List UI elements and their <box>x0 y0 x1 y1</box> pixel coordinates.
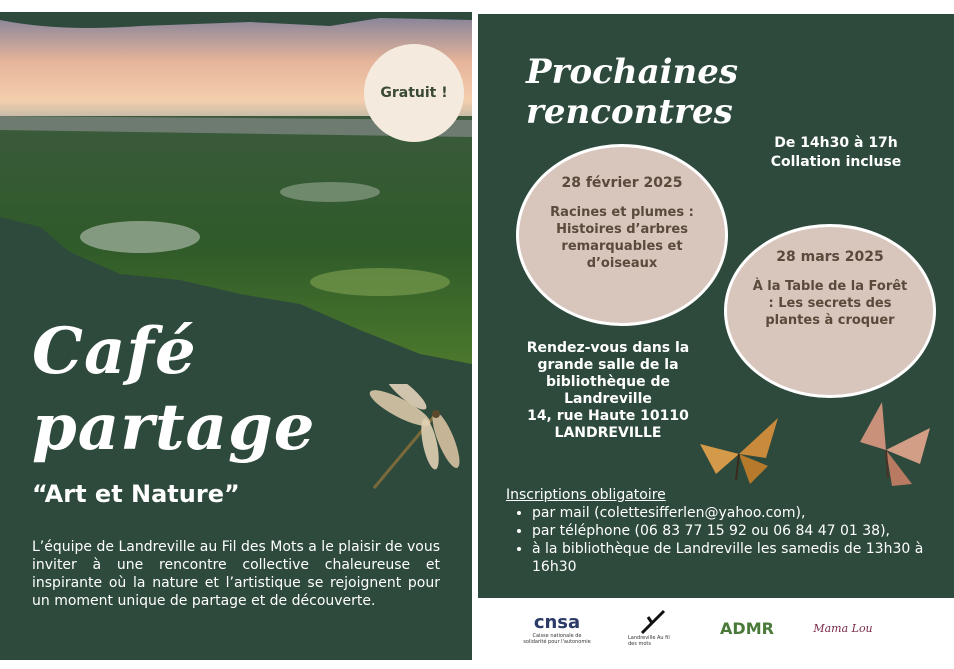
venue-line-2: 14, rue Haute 10110 <box>527 408 689 424</box>
cnsa-logo <box>522 608 592 648</box>
snack-info: Collation incluse <box>770 154 902 170</box>
venue-info <box>508 340 708 442</box>
pen-figure-icon <box>638 609 668 635</box>
registration-section <box>506 486 946 576</box>
registration-title: Inscriptions obligatoire <box>506 487 666 503</box>
partner-logos-strip <box>478 598 954 660</box>
admr-logo <box>710 608 784 648</box>
cnsa-logo-subtitle: Caisse nationale de solidarité pour l'autonomie <box>523 632 591 645</box>
right-flyer-panel <box>478 14 954 598</box>
event-circle-2 <box>724 224 936 398</box>
subtitle: “Art et Nature” <box>32 480 240 508</box>
event-1-date: 28 février 2025 <box>561 175 683 191</box>
event-circle-1 <box>516 144 728 326</box>
free-badge <box>364 44 464 142</box>
venue-line-3: LANDREVILLE <box>554 425 662 441</box>
landreville-logo-subtitle: Landreville Au fil des mots <box>628 635 670 647</box>
title-line-2: partage <box>32 390 316 465</box>
time-range: De 14h30 à 17h <box>774 135 898 151</box>
venue-line-1: Rendez-vous dans la grande salle de la bibliothèque de Landreville <box>526 340 690 407</box>
dragonfly-illustration <box>364 384 464 494</box>
title-line-1: Café <box>32 314 197 389</box>
event-2-date: 28 mars 2025 <box>776 249 884 265</box>
time-info <box>746 134 926 172</box>
intro-paragraph: L’équipe de Landreville au Fil des Mots a le plaisir de vous inviter à une rencontre collective chaleureuse et inspirante où la nature et l’artistique se rejoignent pour un moment unique de partage et de découverte. <box>32 539 440 609</box>
event-1-title: Racines et plumes : Histoires d’arbres remarquables et d’oiseaux <box>550 205 694 271</box>
event-2-title: À la Table de la Forêt : Les secrets des plantes à croquer <box>752 279 908 328</box>
landreville-fil-des-mots-logo <box>628 608 678 648</box>
registration-item-library: • à la bibliothèque de Landreville les samedis de 13h30 à 16h30 <box>532 540 946 576</box>
free-badge-text: Gratuit ! <box>380 85 448 101</box>
registration-item-phone: • par téléphone (06 83 77 15 92 ou 06 84 47 01 38), <box>532 522 946 540</box>
upcoming-meetings-title: Prochaines rencontres <box>526 52 739 132</box>
butterfly-illustration-1 <box>696 414 782 488</box>
registration-list <box>506 504 946 576</box>
left-flyer-panel <box>0 12 472 660</box>
admr-logo-text: ADMR <box>720 618 774 638</box>
cnsa-logo-text: cnsa <box>533 611 581 633</box>
butterfly-illustration-2 <box>852 398 934 490</box>
mama-lou-logo <box>808 608 878 648</box>
mama-lou-logo-text: Mama Lou <box>813 621 873 635</box>
registration-item-mail: • par mail (colettesifferlen@yahoo.com), <box>532 504 946 522</box>
